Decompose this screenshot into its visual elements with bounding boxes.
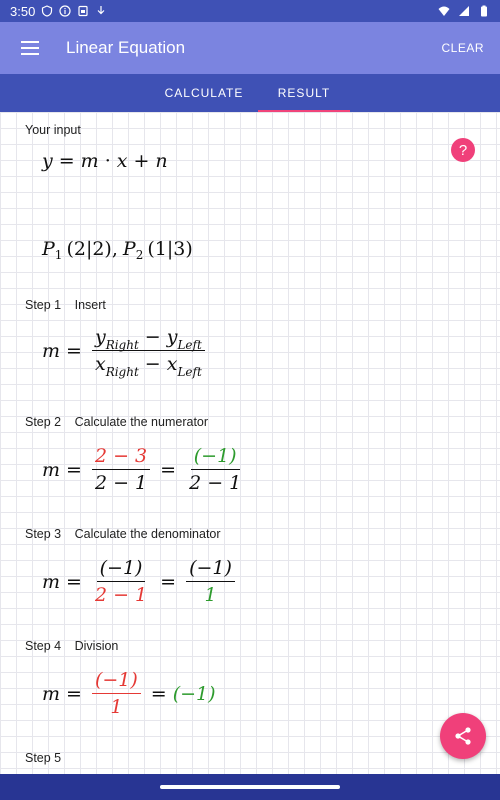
tab-calculate[interactable]: CALCULATE xyxy=(164,86,244,100)
step-title: Calculate the denominator xyxy=(74,527,221,541)
wifi-icon xyxy=(438,5,450,17)
status-bar xyxy=(0,0,500,22)
step-title: Calculate the numerator xyxy=(74,415,209,429)
hamburger-icon xyxy=(21,41,39,55)
battery-icon xyxy=(478,5,490,17)
step-1-label xyxy=(25,298,106,312)
status-time: 3:50 xyxy=(10,3,36,19)
input-label: Your input xyxy=(25,123,81,137)
result-content[interactable] xyxy=(0,112,500,774)
step-number: Step 3 xyxy=(25,527,62,541)
info-icon xyxy=(59,5,71,17)
step-3-label xyxy=(25,527,221,541)
step-2-formula: m = $\frac{2 - 3}{2 - 1}$ = $\frac{(-1)}{2 - 1}$ xyxy=(42,445,242,494)
app-title: Linear Equation xyxy=(66,38,186,57)
shield-icon xyxy=(41,5,53,17)
share-button[interactable] xyxy=(440,713,486,759)
step-3-formula: m = $\frac{(-1)}{2 - 1}$ = $\frac{(-1)}{1}$ xyxy=(42,557,239,606)
step-4-label xyxy=(25,639,118,653)
system-nav-bar xyxy=(0,774,500,800)
tab-bar xyxy=(0,74,500,112)
step-4-formula: m = $\frac{(-1)}{1}$ = (−1) xyxy=(42,669,216,718)
step-number: Step 4 xyxy=(25,639,62,653)
sim-icon xyxy=(77,5,89,17)
download-icon xyxy=(95,5,107,17)
home-gesture-handle[interactable] xyxy=(160,785,340,789)
step-number: Step 1 xyxy=(25,298,62,312)
share-icon xyxy=(453,726,473,746)
clear-button[interactable]: CLEAR xyxy=(441,41,484,55)
step-title: Division xyxy=(74,639,119,653)
signal-icon xyxy=(458,5,470,17)
step-1-formula: m = $\frac{y_{Right} - y_{Left}}{x_{Right} - x_{Left}}$ xyxy=(42,326,209,375)
tab-result[interactable]: RESULT xyxy=(258,74,350,112)
app-bar xyxy=(0,22,500,74)
step-title: Insert xyxy=(74,298,106,312)
step-2-label xyxy=(25,415,208,429)
step-number: Step 5 xyxy=(25,751,62,765)
step-5-label xyxy=(25,751,61,765)
step-number: Step 2 xyxy=(25,415,62,429)
input-equation: y = m · x + n xyxy=(42,150,168,172)
menu-button[interactable] xyxy=(0,22,60,74)
input-points: P 1 (2|2) , P 2 (1|3) xyxy=(42,238,193,262)
help-button[interactable]: ? xyxy=(451,138,475,162)
